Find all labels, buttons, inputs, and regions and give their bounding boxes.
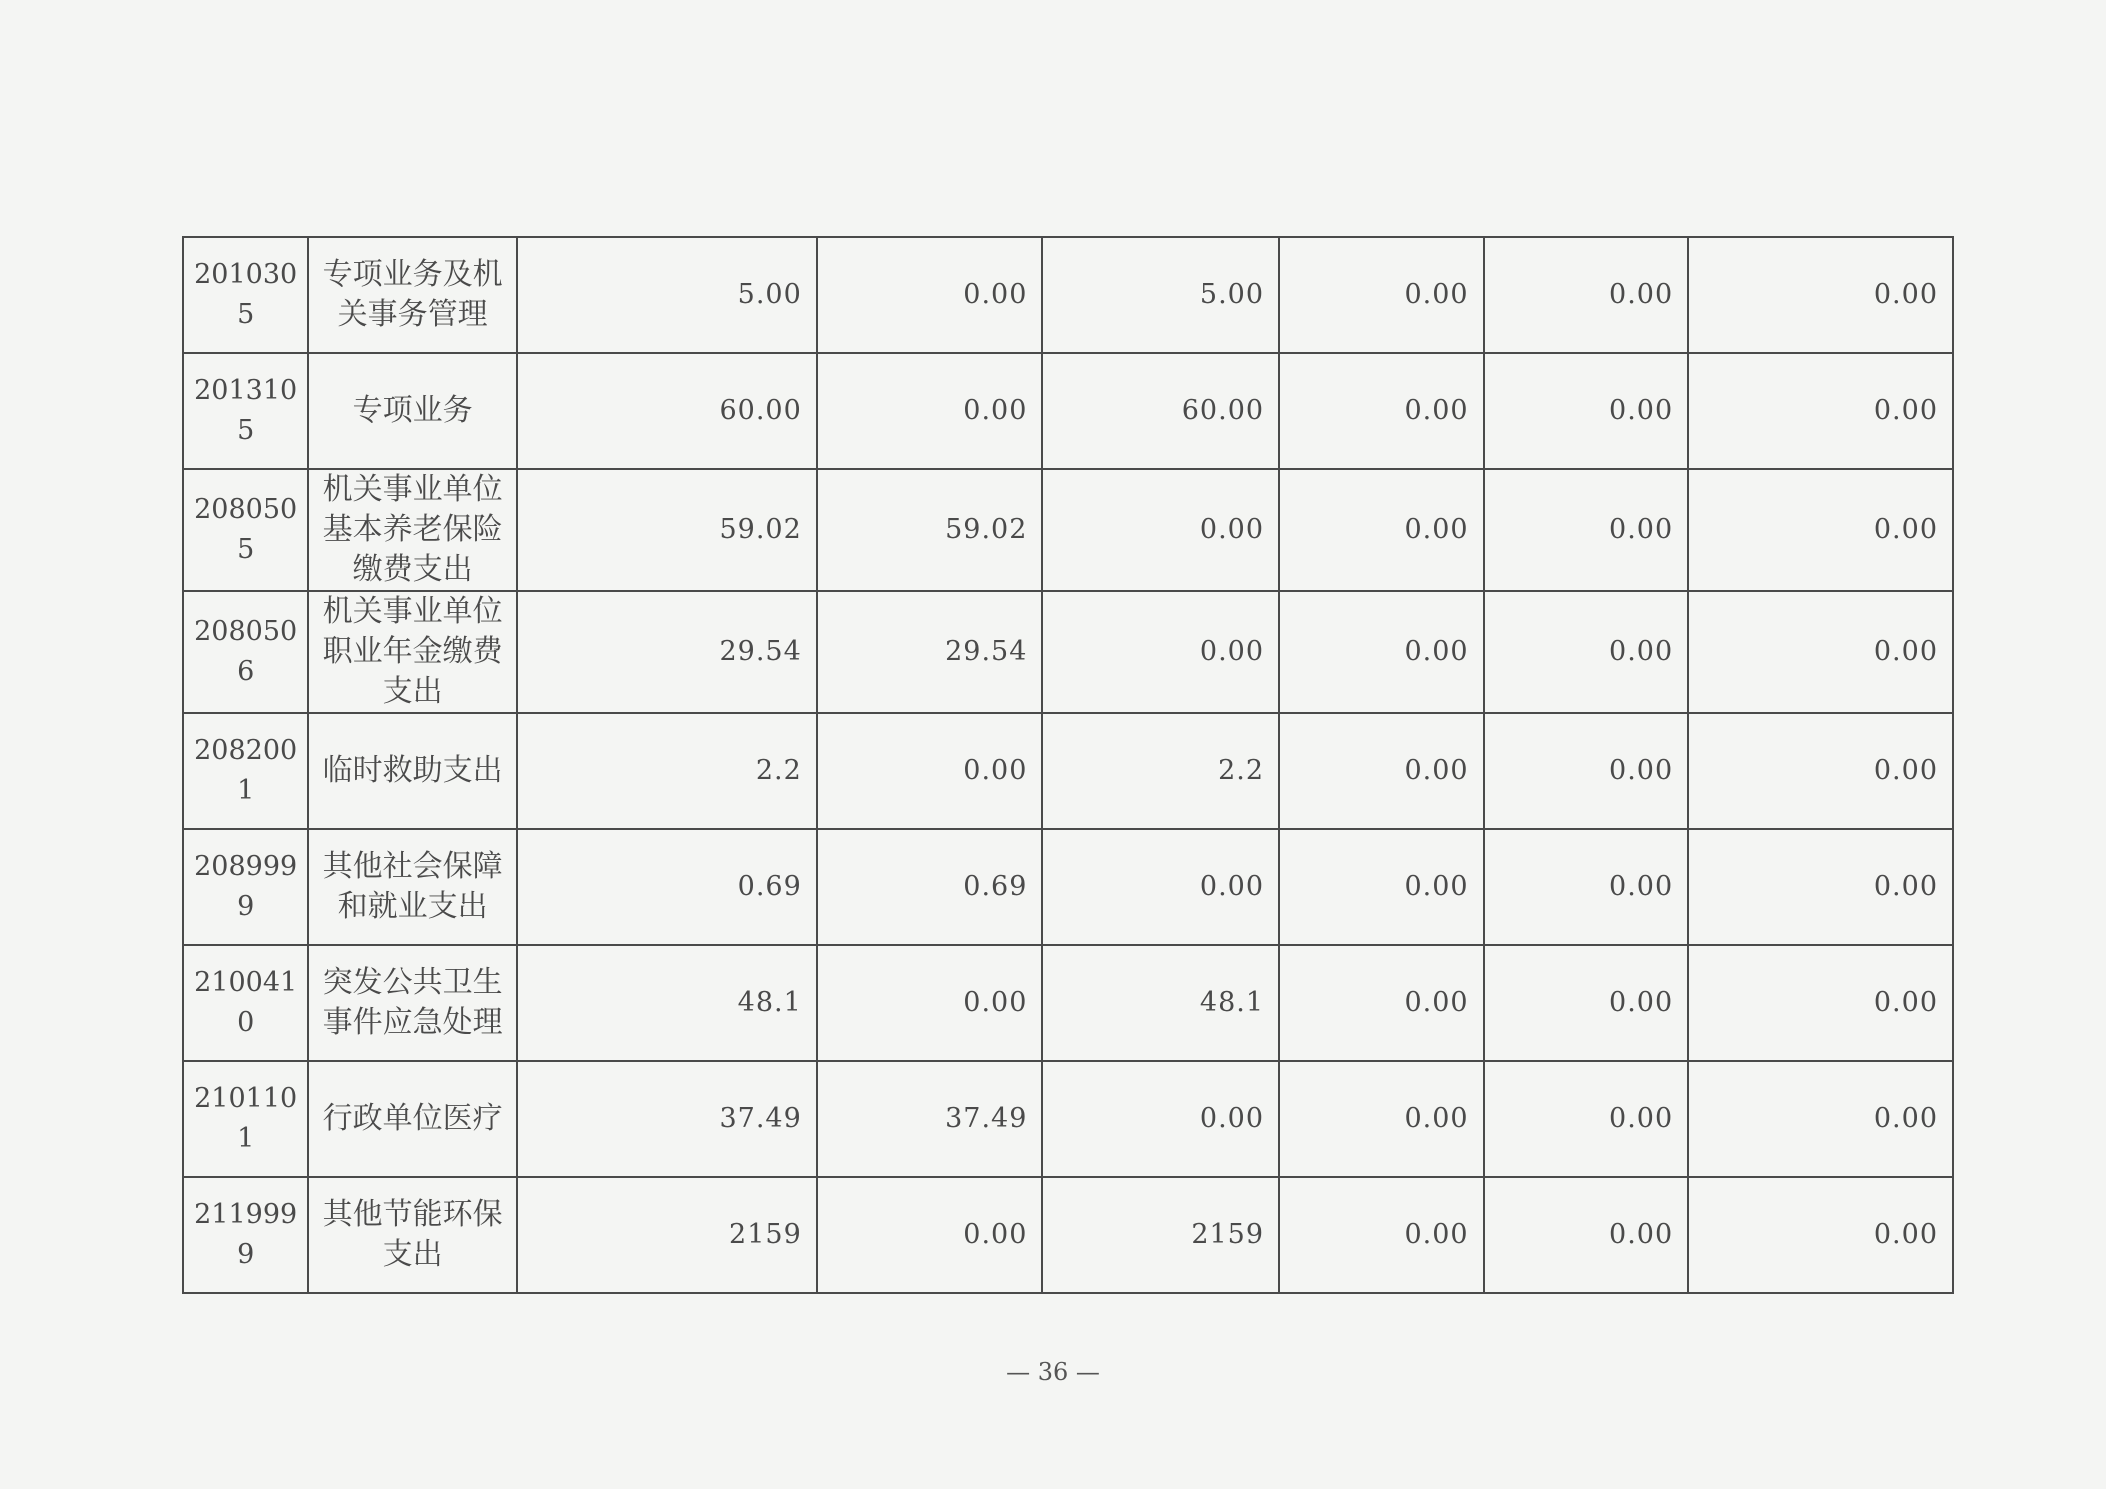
value-cell: 59.02 [817, 469, 1043, 591]
subject-code: 2119999 [183, 1177, 308, 1293]
value-cell: 0.00 [1484, 713, 1689, 829]
page-number: — 36 — [1006, 1358, 1100, 1386]
subject-name: 临时救助支出 [308, 713, 517, 829]
subject-code: 2089999 [183, 829, 308, 945]
value-cell: 0.00 [1484, 353, 1689, 469]
subject-name: 其他节能环保支出 [308, 1177, 517, 1293]
table-row [183, 829, 1953, 945]
value-cell: 0.00 [1688, 469, 1953, 591]
value-cell: 37.49 [817, 1061, 1043, 1177]
value-cell: 37.49 [517, 1061, 817, 1177]
value-cell: 0.00 [1042, 591, 1279, 713]
subject-name: 专项业务及机关事务管理 [308, 237, 517, 353]
value-cell: 0.00 [817, 945, 1043, 1061]
subject-name: 机关事业单位职业年金缴费支出 [308, 591, 517, 713]
value-cell: 2159 [1042, 1177, 1279, 1293]
subject-name: 专项业务 [308, 353, 517, 469]
value-cell: 0.00 [1279, 829, 1484, 945]
value-cell: 60.00 [1042, 353, 1279, 469]
value-cell: 0.00 [1484, 469, 1689, 591]
value-cell: 0.00 [1279, 469, 1484, 591]
value-cell: 0.00 [1688, 237, 1953, 353]
table-row [183, 713, 1953, 829]
value-cell: 0.00 [1688, 591, 1953, 713]
table-row [183, 237, 1953, 353]
subject-code: 2101101 [183, 1061, 308, 1177]
value-cell: 2.2 [517, 713, 817, 829]
value-cell: 59.02 [517, 469, 817, 591]
value-cell: 29.54 [817, 591, 1043, 713]
value-cell: 5.00 [517, 237, 817, 353]
value-cell: 60.00 [517, 353, 817, 469]
value-cell: 0.00 [1279, 353, 1484, 469]
value-cell: 0.00 [817, 237, 1043, 353]
value-cell: 0.00 [817, 713, 1043, 829]
budget-table [182, 236, 1954, 1294]
subject-name: 行政单位医疗 [308, 1061, 517, 1177]
value-cell: 0.00 [1484, 829, 1689, 945]
subject-code: 2080506 [183, 591, 308, 713]
value-cell: 29.54 [517, 591, 817, 713]
value-cell: 0.00 [1042, 829, 1279, 945]
table-row [183, 1177, 1953, 1293]
value-cell: 2159 [517, 1177, 817, 1293]
subject-code: 2082001 [183, 713, 308, 829]
value-cell: 0.00 [817, 353, 1043, 469]
value-cell: 0.69 [817, 829, 1043, 945]
value-cell: 0.00 [1688, 353, 1953, 469]
value-cell: 0.00 [1688, 1177, 1953, 1293]
value-cell: 2.2 [1042, 713, 1279, 829]
value-cell: 0.00 [1484, 591, 1689, 713]
value-cell: 0.00 [1279, 713, 1484, 829]
value-cell: 48.1 [1042, 945, 1279, 1061]
value-cell: 0.00 [1484, 1177, 1689, 1293]
value-cell: 0.00 [1279, 591, 1484, 713]
value-cell: 0.00 [1042, 1061, 1279, 1177]
value-cell: 0.00 [1484, 237, 1689, 353]
table-row [183, 945, 1953, 1061]
table-row [183, 1061, 1953, 1177]
value-cell: 0.00 [1484, 945, 1689, 1061]
value-cell: 0.00 [1279, 1061, 1484, 1177]
subject-code: 2100410 [183, 945, 308, 1061]
table-row [183, 469, 1953, 591]
subject-name: 机关事业单位基本养老保险缴费支出 [308, 469, 517, 591]
subject-code: 2013105 [183, 353, 308, 469]
value-cell: 0.69 [517, 829, 817, 945]
value-cell: 48.1 [517, 945, 817, 1061]
value-cell: 0.00 [1688, 713, 1953, 829]
value-cell: 0.00 [817, 1177, 1043, 1293]
value-cell: 0.00 [1279, 237, 1484, 353]
value-cell: 5.00 [1042, 237, 1279, 353]
table-row [183, 591, 1953, 713]
subject-name: 突发公共卫生事件应急处理 [308, 945, 517, 1061]
subject-code: 2010305 [183, 237, 308, 353]
value-cell: 0.00 [1484, 1061, 1689, 1177]
value-cell: 0.00 [1688, 1061, 1953, 1177]
value-cell: 0.00 [1688, 829, 1953, 945]
subject-code: 2080505 [183, 469, 308, 591]
value-cell: 0.00 [1279, 945, 1484, 1061]
value-cell: 0.00 [1279, 1177, 1484, 1293]
value-cell: 0.00 [1042, 469, 1279, 591]
table-row [183, 353, 1953, 469]
value-cell: 0.00 [1688, 945, 1953, 1061]
subject-name: 其他社会保障和就业支出 [308, 829, 517, 945]
